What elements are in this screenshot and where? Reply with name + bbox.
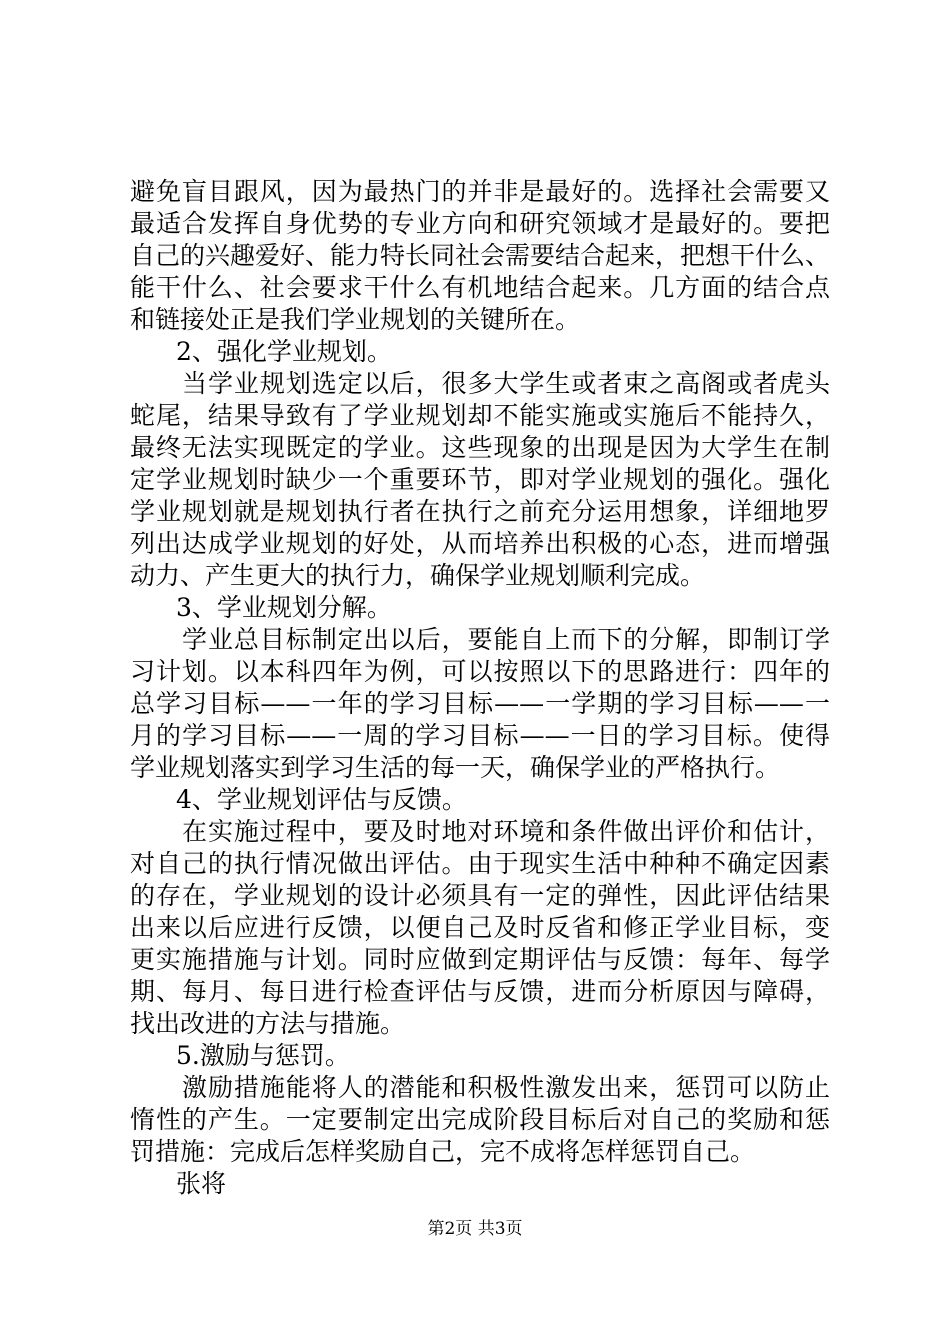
text-line: 在实施过程中，要及时地对环境和条件做出评价和估计， bbox=[182, 817, 830, 846]
text-line: 更实施措施与计划。同时应做到定期评估与反馈：每年、每学 bbox=[130, 945, 830, 974]
text-line: 的存在，学业规划的设计必须具有一定的弹性，因此评估结果 bbox=[130, 881, 830, 910]
text-line: 列出达成学业规划的好处，从而培养出积极的心态，进而增强 bbox=[130, 529, 830, 558]
text-line: 出来以后应进行反馈，以便自己及时反省和修正学业目标，变 bbox=[130, 913, 830, 942]
text-line: 避免盲目跟风，因为最热门的并非是最好的。选择社会需要又 bbox=[130, 177, 830, 206]
section-4-paragraph bbox=[130, 816, 830, 1040]
section-3-heading: 3、学业规划分解。 bbox=[176, 593, 392, 622]
text-line: 自己的兴趣爱好、能力特长同社会需要结合起来，把想干什么、 bbox=[130, 241, 831, 270]
text-line: 激励措施能将人的潜能和积极性激发出来，惩罚可以防止 bbox=[182, 1073, 830, 1102]
text-line: 当学业规划选定以后，很多大学生或者束之高阁或者虎头 bbox=[182, 369, 830, 398]
text-line: 蛇尾，结果导致有了学业规划却不能实施或实施后不能持久， bbox=[130, 401, 830, 430]
section-4-heading: 4、学业规划评估与反馈。 bbox=[176, 785, 467, 814]
text-line: 能干什么、社会要求干什么有机地结合起来。几方面的结合点 bbox=[130, 273, 830, 302]
text-line: 动力、产生更大的执行力，确保学业规划顺利完成。 bbox=[130, 561, 706, 590]
document-body bbox=[130, 176, 830, 1200]
section-5-heading: 5.激励与惩罚。 bbox=[176, 1041, 350, 1070]
text-line: 对自己的执行情况做出评估。由于现实生活中种种不确定因素 bbox=[130, 849, 830, 878]
text-line: 定学业规划时缺少一个重要环节，即对学业规划的强化。强化 bbox=[130, 465, 830, 494]
text-line: 学业规划就是规划执行者在执行之前充分运用想象，详细地罗 bbox=[130, 497, 830, 526]
text-line: 和链接处正是我们学业规划的关键所在。 bbox=[130, 305, 581, 334]
text-line: 月的学习目标——一周的学习目标——一日的学习目标。使得 bbox=[130, 721, 830, 750]
author-signature: 张将 bbox=[176, 1169, 227, 1198]
paragraph-1 bbox=[130, 176, 830, 336]
section-3-paragraph bbox=[130, 624, 830, 784]
text-line: 总学习目标——一年的学习目标——一学期的学习目标——一 bbox=[130, 689, 830, 718]
text-line: 惰性的产生。一定要制定出完成阶段目标后对自己的奖励和惩 bbox=[130, 1105, 830, 1134]
text-line: 最适合发挥自身优势的专业方向和研究领域才是最好的。要把 bbox=[130, 209, 830, 238]
text-line: 最终无法实现既定的学业。这些现象的出现是因为大学生在制 bbox=[130, 433, 830, 462]
text-line: 找出改进的方法与措施。 bbox=[130, 1009, 406, 1038]
section-2-paragraph bbox=[130, 368, 830, 592]
text-line: 期、每月、每日进行检查评估与反馈，进而分析原因与障碍， bbox=[130, 977, 830, 1006]
section-5-paragraph bbox=[130, 1072, 830, 1168]
section-2-heading: 2、强化学业规划。 bbox=[176, 337, 392, 366]
page-footer: 第2页 共3页 bbox=[427, 1219, 523, 1239]
text-line: 学业总目标制定出以后，要能自上而下的分解，即制订学 bbox=[182, 625, 830, 654]
text-line: 罚措施：完成后怎样奖励自己，完不成将怎样惩罚自己。 bbox=[130, 1137, 756, 1166]
text-line: 学业规划落实到学习生活的每一天，确保学业的严格执行。 bbox=[130, 753, 781, 782]
text-line: 习计划。以本科四年为例，可以按照以下的思路进行：四年的 bbox=[130, 657, 830, 686]
